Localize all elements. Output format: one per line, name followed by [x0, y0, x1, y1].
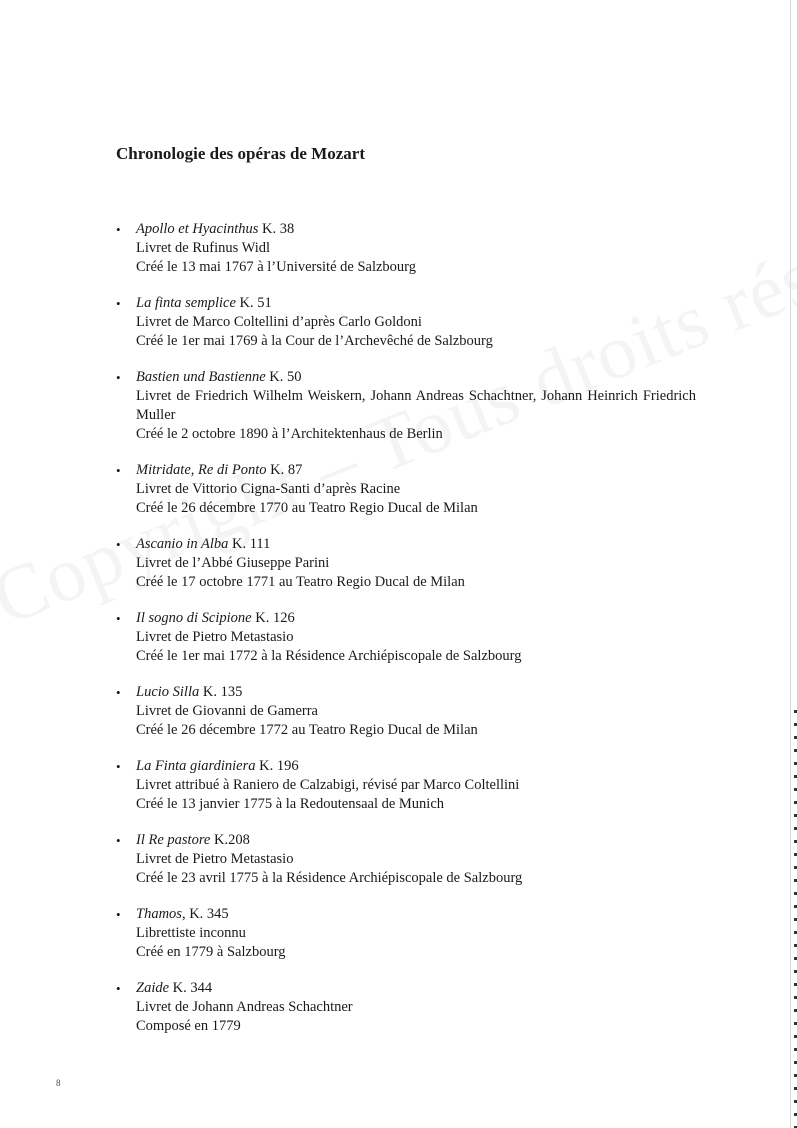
- opera-catalog: K. 126: [251, 610, 295, 626]
- bullet-icon: •: [116, 833, 121, 848]
- opera-heading: [136, 683, 696, 702]
- opera-premiere: Composé en 1779: [136, 1018, 241, 1034]
- opera-premiere: Créé le 13 janvier 1775 à la Redoutensaal de Munich: [136, 796, 445, 812]
- bullet-icon: •: [116, 296, 121, 311]
- opera-librettist: Livret de l’Abbé Giuseppe Parini: [136, 555, 330, 571]
- bullet-icon: •: [116, 685, 121, 700]
- opera-catalog: K. 51: [235, 295, 272, 311]
- opera-heading: [136, 757, 696, 776]
- opera-premiere: Créé le 13 mai 1767 à l’Université de Salzbourg: [136, 259, 416, 275]
- opera-title: Lucio Silla: [136, 684, 200, 700]
- opera-premiere: Créé le 26 décembre 1770 au Teatro Regio Ducal de Milan: [136, 500, 478, 516]
- opera-title: Apollo et Hyacinthus: [136, 221, 259, 237]
- opera-item-re-pastore: [116, 831, 696, 888]
- opera-premiere: Créé le 1er mai 1769 à la Cour de l’Archevêché de Salzbourg: [136, 333, 493, 349]
- opera-list: [116, 220, 696, 1053]
- opera-catalog: K. 87: [266, 462, 303, 478]
- opera-librettist: Livret de Johann Andreas Schachtner: [136, 999, 353, 1015]
- opera-librettist: Livret de Friedrich Wilhelm Weiskern, Johann Andreas Schachtner, Johann Heinrich Friedrich Muller: [136, 388, 696, 423]
- opera-item-apollo: [116, 220, 696, 277]
- opera-catalog: K.208: [210, 832, 250, 848]
- opera-librettist: Livret de Vittorio Cigna-Santi d’après Racine: [136, 481, 401, 497]
- opera-premiere: Créé le 2 octobre 1890 à l’Architektenhaus de Berlin: [136, 426, 443, 442]
- page-title: Chronologie des opéras de Mozart: [116, 144, 365, 163]
- opera-item-zaide: [116, 979, 696, 1036]
- opera-catalog: K. 38: [258, 221, 295, 237]
- bullet-icon: •: [116, 981, 121, 996]
- opera-title: Bastien und Bastienne: [136, 369, 266, 385]
- opera-catalog: K. 111: [228, 536, 271, 552]
- opera-heading: [136, 905, 696, 924]
- page-number: 8: [56, 1078, 61, 1088]
- opera-premiere: Créé en 1779 à Salzbourg: [136, 944, 286, 960]
- opera-catalog: K. 344: [169, 980, 213, 996]
- opera-librettist: Livret de Giovanni de Gamerra: [136, 703, 318, 719]
- opera-item-finta-semplice: [116, 294, 696, 351]
- opera-item-finta-giardiniera: [116, 757, 696, 814]
- opera-title: Ascanio in Alba: [136, 536, 229, 552]
- opera-title: La finta semplice: [136, 295, 236, 311]
- bullet-icon: •: [116, 463, 121, 478]
- bullet-icon: •: [116, 370, 121, 385]
- opera-librettist: Librettiste inconnu: [136, 925, 246, 941]
- opera-title: Il Re pastore: [136, 832, 211, 848]
- opera-catalog: K. 196: [255, 758, 299, 774]
- opera-heading: [136, 535, 696, 554]
- bullet-icon: •: [116, 537, 121, 552]
- bullet-icon: •: [116, 759, 121, 774]
- opera-heading: [136, 368, 696, 387]
- opera-premiere: Créé le 23 avril 1775 à la Résidence Archiépiscopale de Salzbourg: [136, 870, 523, 886]
- opera-librettist: Livret de Rufinus Widl: [136, 240, 271, 256]
- bullet-icon: •: [116, 222, 121, 237]
- opera-item-thamos: [116, 905, 696, 962]
- opera-librettist: Livret attribué à Raniero de Calzabigi, révisé par Marco Coltellini: [136, 777, 520, 793]
- opera-heading: [136, 979, 696, 998]
- bullet-icon: •: [116, 907, 121, 922]
- opera-heading: [136, 831, 696, 850]
- opera-item-sogno: [116, 609, 696, 666]
- opera-premiere: Créé le 1er mai 1772 à la Résidence Archiépiscopale de Salzbourg: [136, 648, 522, 664]
- opera-heading: [136, 461, 696, 480]
- opera-librettist: Livret de Pietro Metastasio: [136, 851, 294, 867]
- page-binding-edge: [790, 0, 797, 1128]
- opera-heading: [136, 609, 696, 628]
- opera-title: Zaide: [136, 980, 170, 996]
- bullet-icon: •: [116, 611, 121, 626]
- opera-catalog: K. 135: [199, 684, 243, 700]
- opera-heading: [136, 220, 696, 239]
- opera-title: Mitridate, Re di Ponto: [136, 462, 267, 478]
- opera-item-ascanio: [116, 535, 696, 592]
- opera-title: Thamos: [136, 906, 182, 922]
- opera-title: Il sogno di Scipione: [136, 610, 252, 626]
- opera-title: La Finta giardiniera: [136, 758, 256, 774]
- opera-heading: [136, 294, 696, 313]
- opera-premiere: Créé le 26 décembre 1772 au Teatro Regio Ducal de Milan: [136, 722, 478, 738]
- opera-item-mitridate: [116, 461, 696, 518]
- opera-item-bastien: [116, 368, 696, 444]
- opera-catalog: K. 50: [265, 369, 302, 385]
- opera-item-lucio-silla: [116, 683, 696, 740]
- opera-catalog: , K. 345: [181, 906, 229, 922]
- opera-librettist: Livret de Pietro Metastasio: [136, 629, 294, 645]
- opera-librettist: Livret de Marco Coltellini d’après Carlo Goldoni: [136, 314, 422, 330]
- opera-premiere: Créé le 17 octobre 1771 au Teatro Regio Ducal de Milan: [136, 574, 465, 590]
